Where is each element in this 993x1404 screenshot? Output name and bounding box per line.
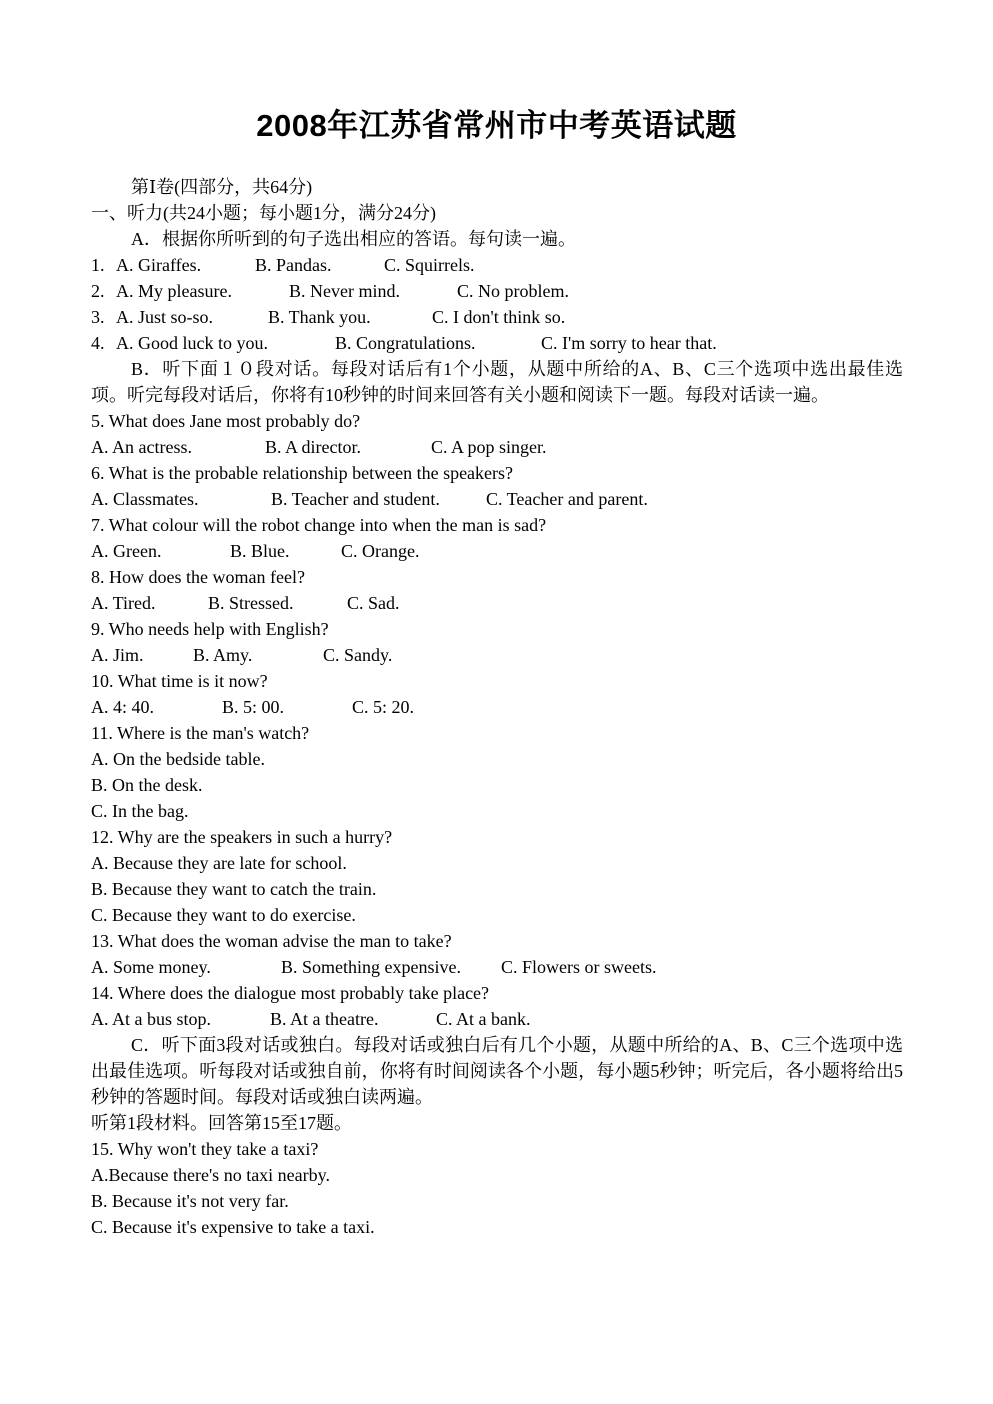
option-c: C. Squirrels. bbox=[384, 255, 475, 275]
option-a: A.Because there's no taxi nearby. bbox=[91, 1165, 330, 1185]
option-a: A. At a bus stop. bbox=[91, 1009, 212, 1029]
option-a: A. 4: 40. bbox=[91, 697, 154, 717]
part-b-instructions: B．听下面１０段对话。每段对话后有1个小题，从题中所给的A、B、C三个选项中选出最佳选项。听完每段对话后，你将有10秒钟的时间来回答有关小题和阅读下一题。每段对话读一遍。 bbox=[91, 359, 903, 405]
option-a: A. Jim. bbox=[91, 645, 144, 665]
options-row bbox=[91, 538, 903, 564]
option-c: C. In the bag. bbox=[91, 801, 189, 821]
options-row bbox=[91, 590, 903, 616]
option-c: C. Teacher and parent. bbox=[486, 489, 648, 509]
option-c: C. Orange. bbox=[341, 541, 420, 561]
question-number: 2. bbox=[91, 281, 105, 301]
option-b: B. At a theatre. bbox=[270, 1009, 379, 1029]
option-a: A. Because they are late for school. bbox=[91, 853, 347, 873]
options-row bbox=[91, 954, 903, 980]
options-row bbox=[91, 642, 903, 668]
option-a: A. On the bedside table. bbox=[91, 749, 265, 769]
option-c: C. Sad. bbox=[347, 593, 400, 613]
question-text: 9. Who needs help with English? bbox=[91, 619, 329, 639]
options-row bbox=[91, 486, 903, 512]
question-text: 11. Where is the man's watch? bbox=[91, 723, 310, 743]
part-heading: 一、听力(共24小题；每小题1分，满分24分) bbox=[91, 203, 436, 223]
option-a: A. Good luck to you. bbox=[116, 333, 268, 353]
option-a: A. Just so-so. bbox=[116, 307, 214, 327]
option-b: B. Thank you. bbox=[268, 307, 371, 327]
option-b: B. Never mind. bbox=[289, 281, 400, 301]
page-title: 2008年江苏省常州市中考英语试题 bbox=[256, 108, 737, 143]
option-b: B. On the desk. bbox=[91, 775, 203, 795]
option-b: B. A director. bbox=[265, 437, 361, 457]
question-text: 8. How does the woman feel? bbox=[91, 567, 305, 587]
option-b: B. Pandas. bbox=[255, 255, 332, 275]
option-b: B. Blue. bbox=[230, 541, 290, 561]
option-c: C. I'm sorry to hear that. bbox=[541, 333, 717, 353]
question-text: 14. Where does the dialogue most probably take place? bbox=[91, 983, 490, 1003]
question-row bbox=[91, 252, 903, 278]
option-b: B. Congratulations. bbox=[335, 333, 476, 353]
question-text: 13. What does the woman advise the man to take? bbox=[91, 931, 452, 951]
option-c: C. Sandy. bbox=[323, 645, 393, 665]
part-c-instructions: C．听下面3段对话或独白。每段对话或独白后有几个小题，从题中所给的A、B、C三个选项中选出最佳选项。听每段对话或独自前，你将有时间阅读各个小题，每小题5秒钟；听完后，各小题将给出5秒钟的答题时间。每段对话或独白读两遍。 bbox=[91, 1035, 903, 1107]
option-c: C. Flowers or sweets. bbox=[501, 957, 657, 977]
option-a: A. Some money. bbox=[91, 957, 211, 977]
exam-body bbox=[91, 174, 903, 1240]
question-number: 4. bbox=[91, 333, 105, 353]
option-a: A. An actress. bbox=[91, 437, 192, 457]
option-a: A. My pleasure. bbox=[116, 281, 232, 301]
part-a-instructions: A．根据你所听到的句子选出相应的答语。每句读一遍。 bbox=[131, 229, 576, 249]
question-text: 15. Why won't they take a taxi? bbox=[91, 1139, 319, 1159]
option-c: C. 5: 20. bbox=[352, 697, 415, 717]
options-row bbox=[91, 694, 903, 720]
option-b: B. Stressed. bbox=[208, 593, 294, 613]
option-a: A. Green. bbox=[91, 541, 162, 561]
option-b: B. Teacher and student. bbox=[271, 489, 440, 509]
options-row bbox=[91, 1006, 903, 1032]
question-text: 12. Why are the speakers in such a hurry? bbox=[91, 827, 393, 847]
option-a: A. Tired. bbox=[91, 593, 156, 613]
question-number: 3. bbox=[91, 307, 105, 327]
question-text: 6. What is the probable relationship between the speakers? bbox=[91, 463, 514, 483]
question-row bbox=[91, 330, 903, 356]
question-row bbox=[91, 278, 903, 304]
option-b: B. Something expensive. bbox=[281, 957, 461, 977]
option-c: C. No problem. bbox=[457, 281, 569, 301]
option-c: C. Because it's expensive to take a taxi. bbox=[91, 1217, 375, 1237]
option-b: B. 5: 00. bbox=[222, 697, 285, 717]
option-b: B. Because they want to catch the train. bbox=[91, 879, 377, 899]
option-a: A. Classmates. bbox=[91, 489, 199, 509]
question-text: 5. What does Jane most probably do? bbox=[91, 411, 361, 431]
option-b: B. Because it's not very far. bbox=[91, 1191, 289, 1211]
options-row bbox=[91, 434, 903, 460]
option-a: A. Giraffes. bbox=[116, 255, 202, 275]
option-c: C. At a bank. bbox=[436, 1009, 531, 1029]
question-number: 1. bbox=[91, 255, 105, 275]
option-c: C. I don't think so. bbox=[432, 307, 566, 327]
question-text: 10. What time is it now? bbox=[91, 671, 268, 691]
part-c-subheading: 听第1段材料。回答第15至17题。 bbox=[91, 1113, 352, 1133]
question-text: 7. What colour will the robot change into when the man is sad? bbox=[91, 515, 547, 535]
section-heading: 第Ⅰ卷(四部分，共64分) bbox=[131, 177, 313, 197]
option-c: C. Because they want to do exercise. bbox=[91, 905, 356, 925]
option-b: B. Amy. bbox=[193, 645, 253, 665]
question-row bbox=[91, 304, 903, 330]
option-c: C. A pop singer. bbox=[431, 437, 547, 457]
